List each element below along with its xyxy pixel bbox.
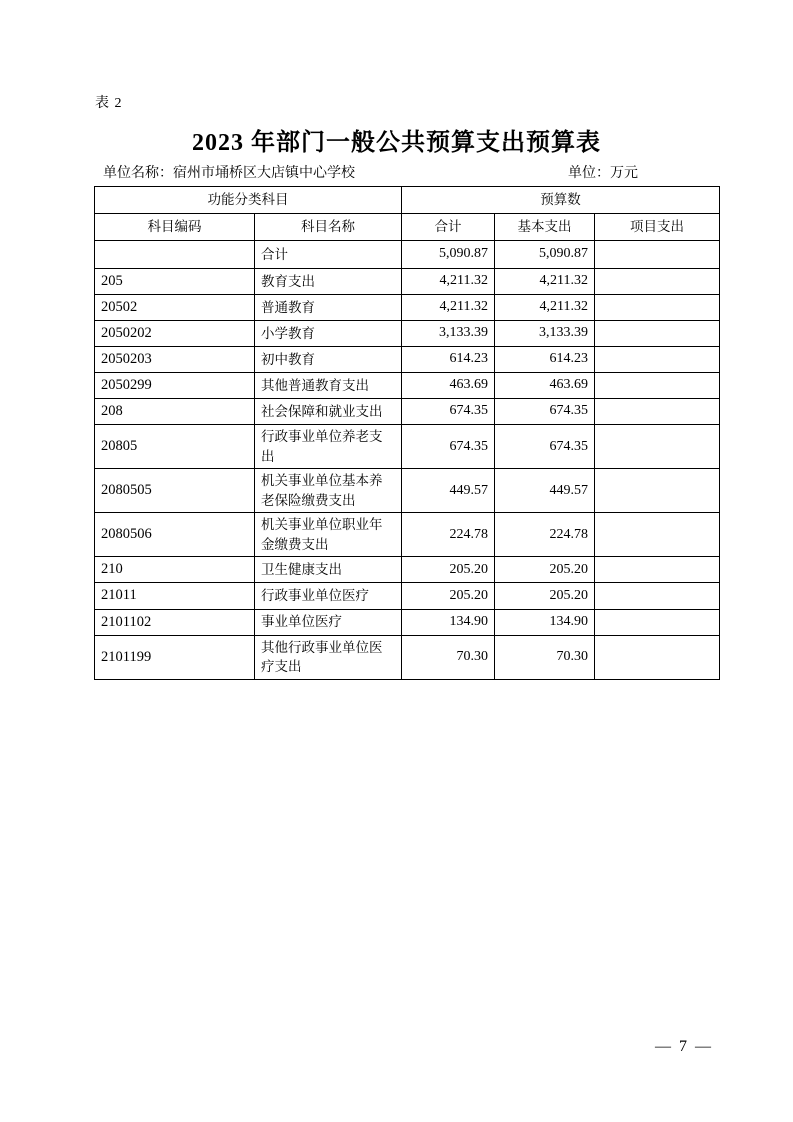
unit-name: [95, 162, 355, 182]
table-row: [95, 373, 720, 399]
project-expenditure-cell: [595, 321, 720, 347]
table-row: [95, 347, 720, 373]
subject-code-cell: 20805: [95, 425, 255, 469]
subject-code-cell: 21011: [95, 583, 255, 609]
project-expenditure-cell: [595, 399, 720, 425]
total-row: [95, 241, 720, 269]
subject-code-cell: 2050299: [95, 373, 255, 399]
col-header-subject-code: 科目编码: [95, 214, 255, 241]
project-expenditure-cell: [595, 295, 720, 321]
project-expenditure-cell: [595, 269, 720, 295]
header-budget-amount: 预算数: [402, 187, 720, 214]
total-amount-cell: 70.30: [402, 635, 495, 679]
subject-name-cell: 机关事业单位职业年金缴费支出: [255, 513, 402, 557]
table-body: [95, 241, 720, 680]
subject-name-cell: 其他行政事业单位医疗支出: [255, 635, 402, 679]
basic-expenditure-cell: 674.35: [495, 399, 595, 425]
subject-name-cell: 初中教育: [255, 347, 402, 373]
page-title: 2023 年部门一般公共预算支出预算表: [192, 130, 601, 156]
subject-code-cell: [95, 241, 255, 269]
table-header: [95, 187, 720, 241]
basic-expenditure-cell: 70.30: [495, 635, 595, 679]
basic-expenditure-cell: 134.90: [495, 609, 595, 635]
subject-code-cell: 205: [95, 269, 255, 295]
col-header-project-expenditure: 项目支出: [595, 214, 720, 241]
table-row: [95, 583, 720, 609]
table-row: [95, 635, 720, 679]
basic-expenditure-cell: 205.20: [495, 557, 595, 583]
table-row: [95, 295, 720, 321]
basic-expenditure-cell: 463.69: [495, 373, 595, 399]
subject-code-cell: 210: [95, 557, 255, 583]
project-expenditure-cell: [595, 347, 720, 373]
subject-name-cell: 事业单位医疗: [255, 609, 402, 635]
total-amount-cell: 4,211.32: [402, 269, 495, 295]
subject-name-cell: 合计: [255, 241, 402, 269]
subject-name-cell: 社会保障和就业支出: [255, 399, 402, 425]
col-header-subject-name: 科目名称: [255, 214, 402, 241]
total-amount-cell: 449.57: [402, 469, 495, 513]
table-row: [95, 269, 720, 295]
basic-expenditure-cell: 5,090.87: [495, 241, 595, 269]
total-amount-cell: 3,133.39: [402, 321, 495, 347]
total-amount-cell: 205.20: [402, 557, 495, 583]
budget-table: [94, 186, 720, 680]
basic-expenditure-cell: 674.35: [495, 425, 595, 469]
basic-expenditure-cell: 449.57: [495, 469, 595, 513]
subject-name-cell: 其他普通教育支出: [255, 373, 402, 399]
project-expenditure-cell: [595, 583, 720, 609]
table-row: [95, 425, 720, 469]
subject-name-cell: 行政事业单位养老支出: [255, 425, 402, 469]
basic-expenditure-cell: 205.20: [495, 583, 595, 609]
total-amount-cell: 4,211.32: [402, 295, 495, 321]
meta-row: [95, 162, 720, 182]
subject-code-cell: 2050203: [95, 347, 255, 373]
subject-code-cell: 2080506: [95, 513, 255, 557]
subject-name-cell: 行政事业单位医疗: [255, 583, 402, 609]
subject-name-cell: 机关事业单位基本养老保险缴费支出: [255, 469, 402, 513]
unit-name-label: 单位名称：: [103, 166, 173, 181]
page-number: — 7 —: [655, 1038, 713, 1055]
table-number-label: 表 2: [95, 96, 123, 111]
project-expenditure-cell: [595, 425, 720, 469]
subject-name-cell: 普通教育: [255, 295, 402, 321]
basic-expenditure-cell: 614.23: [495, 347, 595, 373]
basic-expenditure-cell: 3,133.39: [495, 321, 595, 347]
total-amount-cell: 614.23: [402, 347, 495, 373]
subject-code-cell: 2101199: [95, 635, 255, 679]
header-functional-category: 功能分类科目: [95, 187, 402, 214]
table-row: [95, 321, 720, 347]
subject-code-cell: 208: [95, 399, 255, 425]
basic-expenditure-cell: 224.78: [495, 513, 595, 557]
table-row: [95, 557, 720, 583]
table-row: [95, 469, 720, 513]
total-amount-cell: 674.35: [402, 399, 495, 425]
currency-unit-label: 单位：万元: [568, 166, 638, 181]
total-amount-cell: 134.90: [402, 609, 495, 635]
project-expenditure-cell: [595, 373, 720, 399]
subject-code-cell: 2080505: [95, 469, 255, 513]
subject-name-cell: 卫生健康支出: [255, 557, 402, 583]
header-columns-row: [95, 214, 720, 241]
subject-name-cell: 教育支出: [255, 269, 402, 295]
table-row: [95, 399, 720, 425]
total-amount-cell: 5,090.87: [402, 241, 495, 269]
total-amount-cell: 463.69: [402, 373, 495, 399]
basic-expenditure-cell: 4,211.32: [495, 269, 595, 295]
subject-code-cell: 20502: [95, 295, 255, 321]
table-row: [95, 609, 720, 635]
col-header-total: 合计: [402, 214, 495, 241]
project-expenditure-cell: [595, 609, 720, 635]
total-amount-cell: 674.35: [402, 425, 495, 469]
project-expenditure-cell: [595, 557, 720, 583]
project-expenditure-cell: [595, 635, 720, 679]
project-expenditure-cell: [595, 469, 720, 513]
subject-code-cell: 2050202: [95, 321, 255, 347]
total-amount-cell: 205.20: [402, 583, 495, 609]
subject-code-cell: 2101102: [95, 609, 255, 635]
project-expenditure-cell: [595, 241, 720, 269]
basic-expenditure-cell: 4,211.32: [495, 295, 595, 321]
project-expenditure-cell: [595, 513, 720, 557]
col-header-basic-expenditure: 基本支出: [495, 214, 595, 241]
total-amount-cell: 224.78: [402, 513, 495, 557]
subject-name-cell: 小学教育: [255, 321, 402, 347]
unit-name-value: 宿州市埇桥区大店镇中心学校: [173, 166, 355, 181]
table-row: [95, 513, 720, 557]
header-group-row: [95, 187, 720, 214]
